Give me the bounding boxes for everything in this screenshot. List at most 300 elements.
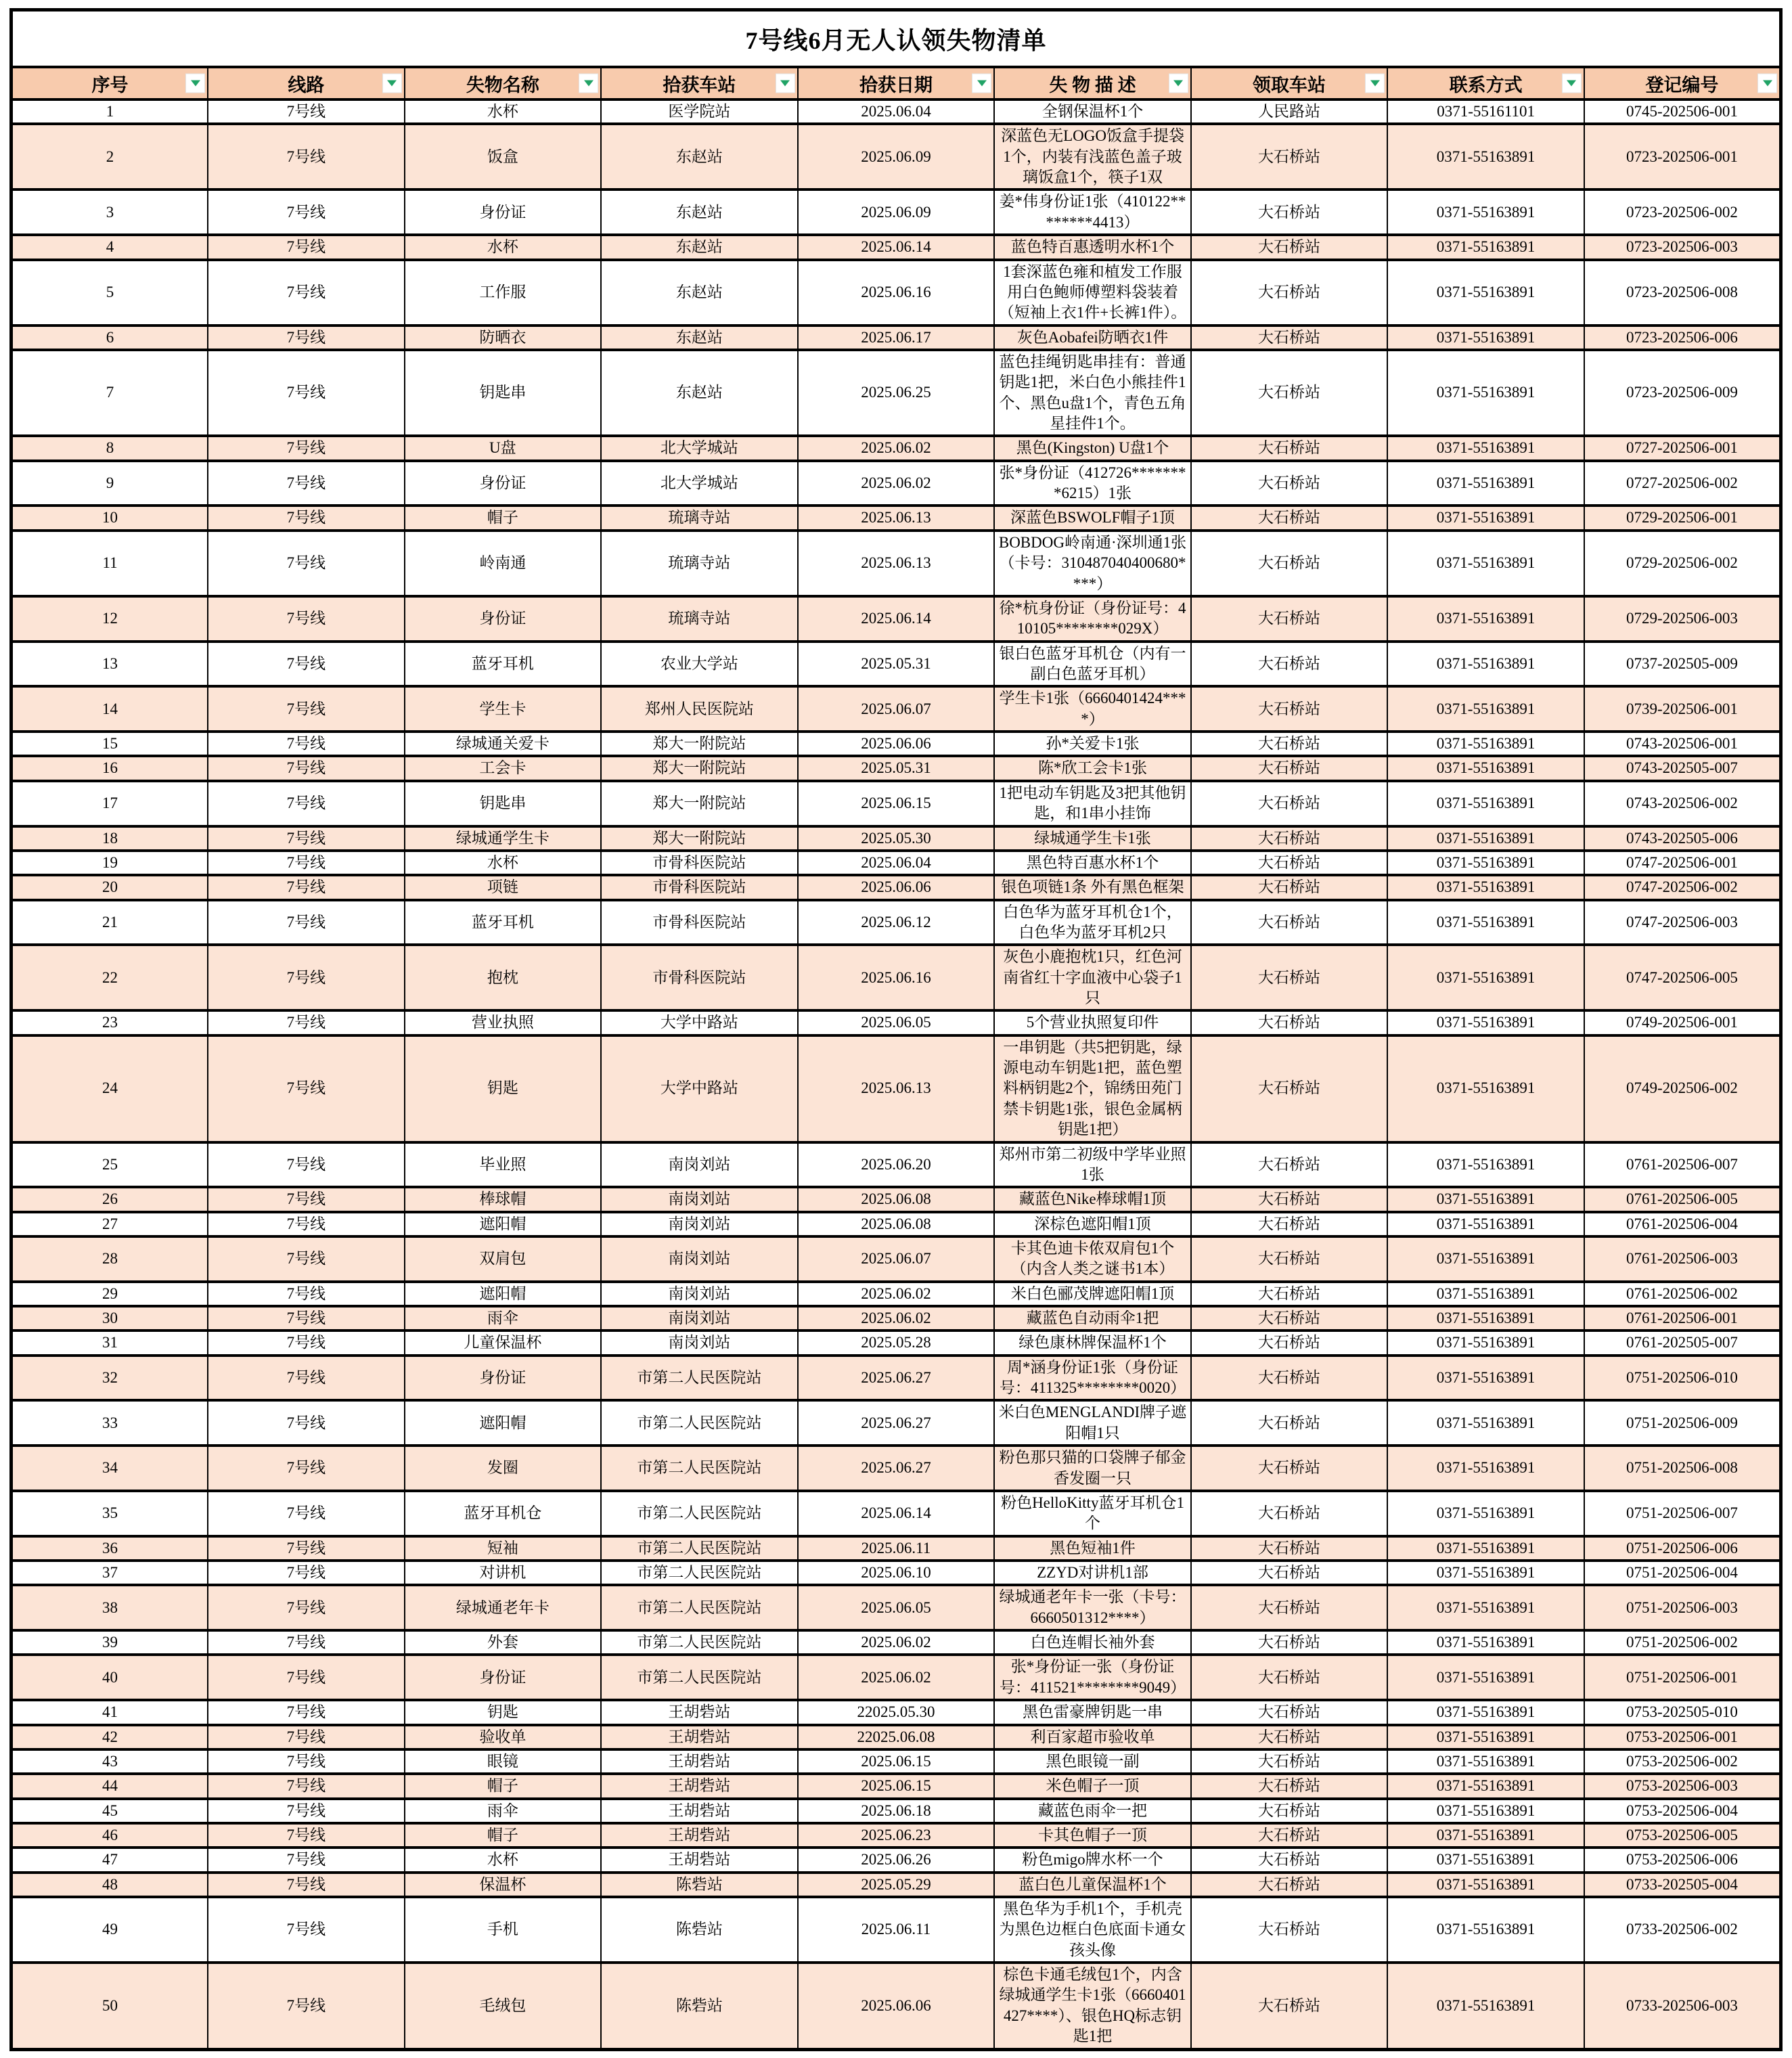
cell-line[interactable]: 7号线 <box>208 781 405 826</box>
cell-line[interactable]: 7号线 <box>208 875 405 899</box>
cell-contact[interactable]: 0371-55163891 <box>1387 461 1584 506</box>
cell-description[interactable]: 棕色卡通毛绒包1个，内含绿城通学生卡1张（6660401427****）、银色HQ标志钥匙1把 <box>994 1963 1191 2049</box>
cell-contact[interactable]: 0371-55163891 <box>1387 1848 1584 1872</box>
cell-item[interactable]: 钥匙串 <box>405 350 602 436</box>
filter-dropdown-button[interactable] <box>579 74 598 93</box>
cell-contact[interactable]: 0371-55163891 <box>1387 1282 1584 1306</box>
cell-found_date[interactable]: 2025.06.08 <box>798 1187 995 1211</box>
cell-description[interactable]: 学生卡1张（6660401424****） <box>994 686 1191 732</box>
cell-reg_no[interactable]: 0733-202506-002 <box>1584 1897 1781 1963</box>
cell-claim_station[interactable]: 大石桥站 <box>1191 189 1388 235</box>
cell-found_date[interactable]: 2025.06.13 <box>798 531 995 596</box>
cell-item[interactable]: 水杯 <box>405 1848 602 1872</box>
cell-description[interactable]: 米白色MENGLANDI牌子遮阳帽1只 <box>994 1400 1191 1446</box>
filter-dropdown-button[interactable] <box>972 74 991 93</box>
cell-found_date[interactable]: 2025.06.07 <box>798 1236 995 1282</box>
cell-found_date[interactable]: 2025.06.09 <box>798 124 995 189</box>
cell-contact[interactable]: 0371-55161101 <box>1387 99 1584 124</box>
cell-reg_no[interactable]: 0733-202505-004 <box>1584 1873 1781 1897</box>
cell-reg_no[interactable]: 0749-202506-002 <box>1584 1035 1781 1142</box>
cell-line[interactable]: 7号线 <box>208 235 405 259</box>
cell-description[interactable]: 1套深蓝色雍和植发工作服用白色鲍师傅塑料袋装着（短袖上衣1件+长裤1件）。 <box>994 260 1191 326</box>
cell-contact[interactable]: 0371-55163891 <box>1387 1700 1584 1724</box>
cell-item[interactable]: 雨伞 <box>405 1799 602 1823</box>
cell-line[interactable]: 7号线 <box>208 1356 405 1401</box>
cell-line[interactable]: 7号线 <box>208 124 405 189</box>
filter-dropdown-button[interactable] <box>185 74 205 93</box>
cell-claim_station[interactable]: 大石桥站 <box>1191 1897 1388 1963</box>
cell-description[interactable]: 卡其色迪卡侬双肩包1个（内含人类之谜书1本） <box>994 1236 1191 1282</box>
cell-description[interactable]: 黑色雷豪牌钥匙一串 <box>994 1700 1191 1724</box>
cell-claim_station[interactable]: 大石桥站 <box>1191 1630 1388 1655</box>
cell-found_date[interactable]: 2025.06.15 <box>798 1749 995 1774</box>
cell-found_date[interactable]: 2025.06.25 <box>798 350 995 436</box>
cell-contact[interactable]: 0371-55163891 <box>1387 1010 1584 1035</box>
cell-claim_station[interactable]: 大石桥站 <box>1191 1725 1388 1749</box>
cell-found_station[interactable]: 南岗刘站 <box>601 1306 798 1330</box>
cell-found_date[interactable]: 22025.06.08 <box>798 1725 995 1749</box>
cell-reg_no[interactable]: 0753-202506-003 <box>1584 1774 1781 1798</box>
cell-found_station[interactable]: 农业大学站 <box>601 642 798 687</box>
cell-contact[interactable]: 0371-55163891 <box>1387 1446 1584 1491</box>
cell-item[interactable]: 水杯 <box>405 99 602 124</box>
cell-found_date[interactable]: 2025.06.02 <box>798 1306 995 1330</box>
cell-contact[interactable]: 0371-55163891 <box>1387 1655 1584 1700</box>
cell-reg_no[interactable]: 0751-202506-003 <box>1584 1585 1781 1630</box>
cell-contact[interactable]: 0371-55163891 <box>1387 1236 1584 1282</box>
cell-claim_station[interactable]: 大石桥站 <box>1191 1212 1388 1236</box>
cell-claim_station[interactable]: 大石桥站 <box>1191 851 1388 875</box>
cell-found_date[interactable]: 2025.06.27 <box>798 1400 995 1446</box>
cell-found_station[interactable]: 市骨科医院站 <box>601 945 798 1010</box>
cell-found_station[interactable]: 东赵站 <box>601 326 798 350</box>
cell-contact[interactable]: 0371-55163891 <box>1387 436 1584 460</box>
cell-line[interactable]: 7号线 <box>208 1897 405 1963</box>
cell-item[interactable]: 学生卡 <box>405 686 602 732</box>
cell-item[interactable]: 手机 <box>405 1897 602 1963</box>
cell-description[interactable]: 粉色migo牌水杯一个 <box>994 1848 1191 1872</box>
cell-description[interactable]: 深棕色遮阳帽1顶 <box>994 1212 1191 1236</box>
cell-found_date[interactable]: 2025.06.13 <box>798 1035 995 1142</box>
cell-item[interactable]: 短袖 <box>405 1536 602 1561</box>
cell-claim_station[interactable]: 大石桥站 <box>1191 124 1388 189</box>
cell-no[interactable]: 30 <box>12 1306 208 1330</box>
cell-claim_station[interactable]: 大石桥站 <box>1191 436 1388 460</box>
cell-claim_station[interactable]: 大石桥站 <box>1191 1585 1388 1630</box>
cell-contact[interactable]: 0371-55163891 <box>1387 1873 1584 1897</box>
cell-item[interactable]: 身份证 <box>405 1356 602 1401</box>
cell-claim_station[interactable]: 大石桥站 <box>1191 506 1388 530</box>
cell-reg_no[interactable]: 0723-202506-002 <box>1584 189 1781 235</box>
cell-item[interactable]: 绿城通关爱卡 <box>405 732 602 756</box>
cell-reg_no[interactable]: 0723-202506-006 <box>1584 326 1781 350</box>
cell-found_date[interactable]: 2025.06.02 <box>798 1655 995 1700</box>
cell-reg_no[interactable]: 0729-202506-003 <box>1584 596 1781 642</box>
cell-line[interactable]: 7号线 <box>208 189 405 235</box>
cell-description[interactable]: 米色帽子一顶 <box>994 1774 1191 1798</box>
cell-line[interactable]: 7号线 <box>208 436 405 460</box>
cell-no[interactable]: 44 <box>12 1774 208 1798</box>
cell-found_station[interactable]: 市第二人民医院站 <box>601 1356 798 1401</box>
cell-no[interactable]: 32 <box>12 1356 208 1401</box>
cell-contact[interactable]: 0371-55163891 <box>1387 642 1584 687</box>
cell-item[interactable]: 防晒衣 <box>405 326 602 350</box>
cell-contact[interactable]: 0371-55163891 <box>1387 1491 1584 1536</box>
cell-contact[interactable]: 0371-55163891 <box>1387 1212 1584 1236</box>
cell-claim_station[interactable]: 大石桥站 <box>1191 1799 1388 1823</box>
cell-found_station[interactable]: 南岗刘站 <box>601 1330 798 1355</box>
cell-claim_station[interactable]: 大石桥站 <box>1191 642 1388 687</box>
cell-reg_no[interactable]: 0727-202506-002 <box>1584 461 1781 506</box>
cell-no[interactable]: 24 <box>12 1035 208 1142</box>
cell-description[interactable]: 1把电动车钥匙及3把其他钥匙，和1串小挂饰 <box>994 781 1191 826</box>
filter-dropdown-button[interactable] <box>1757 74 1777 93</box>
cell-contact[interactable]: 0371-55163891 <box>1387 506 1584 530</box>
cell-found_station[interactable]: 郑大一附院站 <box>601 781 798 826</box>
cell-reg_no[interactable]: 0723-202506-003 <box>1584 235 1781 259</box>
cell-line[interactable]: 7号线 <box>208 531 405 596</box>
cell-item[interactable]: 身份证 <box>405 189 602 235</box>
cell-no[interactable]: 19 <box>12 851 208 875</box>
cell-claim_station[interactable]: 大石桥站 <box>1191 1823 1388 1848</box>
cell-item[interactable]: 钥匙 <box>405 1035 602 1142</box>
cell-line[interactable]: 7号线 <box>208 1236 405 1282</box>
cell-item[interactable]: 双肩包 <box>405 1236 602 1282</box>
cell-description[interactable]: 郑州市第二初级中学毕业照1张 <box>994 1142 1191 1188</box>
cell-found_date[interactable]: 2025.05.29 <box>798 1873 995 1897</box>
cell-claim_station[interactable]: 大石桥站 <box>1191 1400 1388 1446</box>
cell-found_date[interactable]: 2025.06.02 <box>798 461 995 506</box>
cell-item[interactable]: 帽子 <box>405 1823 602 1848</box>
cell-description[interactable]: 蓝白色儿童保温杯1个 <box>994 1873 1191 1897</box>
cell-reg_no[interactable]: 0747-202506-001 <box>1584 851 1781 875</box>
cell-claim_station[interactable]: 大石桥站 <box>1191 531 1388 596</box>
cell-item[interactable]: 绿城通老年卡 <box>405 1585 602 1630</box>
cell-line[interactable]: 7号线 <box>208 1774 405 1798</box>
cell-reg_no[interactable]: 0743-202506-002 <box>1584 781 1781 826</box>
cell-item[interactable]: 岭南通 <box>405 531 602 596</box>
cell-found_station[interactable]: 南岗刘站 <box>601 1282 798 1306</box>
cell-description[interactable]: 张*身份证（412726********6215）1张 <box>994 461 1191 506</box>
cell-description[interactable]: 灰色小鹿抱枕1只，红色河南省红十字血液中心袋子1只 <box>994 945 1191 1010</box>
cell-description[interactable]: 孙*关爱卡1张 <box>994 732 1191 756</box>
cell-line[interactable]: 7号线 <box>208 826 405 851</box>
cell-contact[interactable]: 0371-55163891 <box>1387 1142 1584 1188</box>
cell-line[interactable]: 7号线 <box>208 732 405 756</box>
cell-found_date[interactable]: 2025.06.11 <box>798 1536 995 1561</box>
cell-item[interactable]: 钥匙 <box>405 1700 602 1724</box>
cell-claim_station[interactable]: 大石桥站 <box>1191 1010 1388 1035</box>
cell-item[interactable]: 雨伞 <box>405 1306 602 1330</box>
cell-found_station[interactable]: 琉璃寺站 <box>601 596 798 642</box>
cell-reg_no[interactable]: 0753-202506-006 <box>1584 1848 1781 1872</box>
cell-item[interactable]: 身份证 <box>405 1655 602 1700</box>
cell-claim_station[interactable]: 大石桥站 <box>1191 1236 1388 1282</box>
cell-found_station[interactable]: 王胡砦站 <box>601 1700 798 1724</box>
cell-claim_station[interactable]: 大石桥站 <box>1191 596 1388 642</box>
cell-description[interactable]: 白色连帽长袖外套 <box>994 1630 1191 1655</box>
cell-found_station[interactable]: 王胡砦站 <box>601 1774 798 1798</box>
cell-line[interactable]: 7号线 <box>208 1848 405 1872</box>
cell-found_date[interactable]: 2025.06.02 <box>798 1630 995 1655</box>
cell-contact[interactable]: 0371-55163891 <box>1387 1799 1584 1823</box>
cell-found_date[interactable]: 2025.06.14 <box>798 1491 995 1536</box>
cell-line[interactable]: 7号线 <box>208 1282 405 1306</box>
cell-no[interactable]: 45 <box>12 1799 208 1823</box>
filter-dropdown-button[interactable] <box>1562 74 1582 93</box>
cell-contact[interactable]: 0371-55163891 <box>1387 851 1584 875</box>
cell-claim_station[interactable]: 大石桥站 <box>1191 1142 1388 1188</box>
cell-description[interactable]: 深蓝色无LOGO饭盒手提袋1个，内装有浅蓝色盖子玻璃饭盒1个，筷子1双 <box>994 124 1191 189</box>
cell-reg_no[interactable]: 0761-202506-003 <box>1584 1236 1781 1282</box>
cell-contact[interactable]: 0371-55163891 <box>1387 900 1584 945</box>
cell-line[interactable]: 7号线 <box>208 1306 405 1330</box>
cell-found_date[interactable]: 2025.06.02 <box>798 436 995 460</box>
cell-description[interactable]: 米白色郦茂牌遮阳帽1顶 <box>994 1282 1191 1306</box>
cell-line[interactable]: 7号线 <box>208 1035 405 1142</box>
cell-found_station[interactable]: 南岗刘站 <box>601 1187 798 1211</box>
cell-description[interactable]: 灰色Aobafei防晒衣1件 <box>994 326 1191 350</box>
cell-line[interactable]: 7号线 <box>208 1446 405 1491</box>
cell-line[interactable]: 7号线 <box>208 1400 405 1446</box>
cell-no[interactable]: 2 <box>12 124 208 189</box>
cell-no[interactable]: 27 <box>12 1212 208 1236</box>
cell-contact[interactable]: 0371-55163891 <box>1387 1897 1584 1963</box>
cell-found_station[interactable]: 郑大一附院站 <box>601 732 798 756</box>
cell-no[interactable]: 5 <box>12 260 208 326</box>
cell-claim_station[interactable]: 大石桥站 <box>1191 326 1388 350</box>
cell-found_station[interactable]: 南岗刘站 <box>601 1142 798 1188</box>
cell-no[interactable]: 10 <box>12 506 208 530</box>
filter-dropdown-button[interactable] <box>382 74 402 93</box>
cell-reg_no[interactable]: 0753-202506-002 <box>1584 1749 1781 1774</box>
cell-found_date[interactable]: 2025.05.31 <box>798 642 995 687</box>
cell-item[interactable]: 蓝牙耳机 <box>405 900 602 945</box>
cell-claim_station[interactable]: 大石桥站 <box>1191 1306 1388 1330</box>
cell-contact[interactable]: 0371-55163891 <box>1387 1035 1584 1142</box>
cell-contact[interactable]: 0371-55163891 <box>1387 350 1584 436</box>
cell-claim_station[interactable]: 大石桥站 <box>1191 1561 1388 1585</box>
cell-no[interactable]: 29 <box>12 1282 208 1306</box>
cell-item[interactable]: 饭盒 <box>405 124 602 189</box>
cell-reg_no[interactable]: 0737-202505-009 <box>1584 642 1781 687</box>
cell-contact[interactable]: 0371-55163891 <box>1387 686 1584 732</box>
cell-found_date[interactable]: 2025.06.14 <box>798 596 995 642</box>
cell-reg_no[interactable]: 0751-202506-004 <box>1584 1561 1781 1585</box>
cell-found_station[interactable]: 大学中路站 <box>601 1010 798 1035</box>
cell-item[interactable]: 儿童保温杯 <box>405 1330 602 1355</box>
cell-item[interactable]: 毕业照 <box>405 1142 602 1188</box>
cell-reg_no[interactable]: 0751-202506-002 <box>1584 1630 1781 1655</box>
cell-found_station[interactable]: 东赵站 <box>601 124 798 189</box>
cell-item[interactable]: 绿城通学生卡 <box>405 826 602 851</box>
cell-found_station[interactable]: 东赵站 <box>601 189 798 235</box>
cell-found_station[interactable]: 市第二人民医院站 <box>601 1655 798 1700</box>
cell-claim_station[interactable]: 大石桥站 <box>1191 756 1388 780</box>
cell-line[interactable]: 7号线 <box>208 1585 405 1630</box>
cell-reg_no[interactable]: 0753-202506-004 <box>1584 1799 1781 1823</box>
cell-claim_station[interactable]: 人民路站 <box>1191 99 1388 124</box>
cell-found_station[interactable]: 市第二人民医院站 <box>601 1561 798 1585</box>
cell-no[interactable]: 34 <box>12 1446 208 1491</box>
cell-item[interactable]: 身份证 <box>405 596 602 642</box>
cell-found_station[interactable]: 大学中路站 <box>601 1035 798 1142</box>
cell-line[interactable]: 7号线 <box>208 945 405 1010</box>
cell-claim_station[interactable]: 大石桥站 <box>1191 1035 1388 1142</box>
cell-item[interactable]: 帽子 <box>405 506 602 530</box>
cell-found_station[interactable]: 陈砦站 <box>601 1963 798 2049</box>
cell-found_date[interactable]: 2025.06.13 <box>798 506 995 530</box>
cell-found_station[interactable]: 东赵站 <box>601 260 798 326</box>
cell-no[interactable]: 17 <box>12 781 208 826</box>
cell-description[interactable]: 利百家超市验收单 <box>994 1725 1191 1749</box>
cell-description[interactable]: 绿城通老年卡一张（卡号：6660501312****） <box>994 1585 1191 1630</box>
cell-item[interactable]: 棒球帽 <box>405 1187 602 1211</box>
cell-no[interactable]: 46 <box>12 1823 208 1848</box>
cell-claim_station[interactable]: 大石桥站 <box>1191 1774 1388 1798</box>
cell-item[interactable]: 帽子 <box>405 1774 602 1798</box>
cell-line[interactable]: 7号线 <box>208 326 405 350</box>
cell-description[interactable]: BOBDOG岭南通·深圳通1张（卡号：310487040400680****） <box>994 531 1191 596</box>
cell-description[interactable]: 姜*伟身份证1张（410122********4413） <box>994 189 1191 235</box>
cell-item[interactable]: 钥匙串 <box>405 781 602 826</box>
cell-description[interactable]: 黑色(Kingston) U盘1个 <box>994 436 1191 460</box>
cell-found_date[interactable]: 2025.06.27 <box>798 1446 995 1491</box>
cell-found_station[interactable]: 市第二人民医院站 <box>601 1400 798 1446</box>
cell-reg_no[interactable]: 0751-202506-008 <box>1584 1446 1781 1491</box>
cell-item[interactable]: 蓝牙耳机 <box>405 642 602 687</box>
cell-item[interactable]: 抱枕 <box>405 945 602 1010</box>
cell-no[interactable]: 35 <box>12 1491 208 1536</box>
cell-contact[interactable]: 0371-55163891 <box>1387 781 1584 826</box>
cell-found_station[interactable]: 琉璃寺站 <box>601 506 798 530</box>
cell-claim_station[interactable]: 大石桥站 <box>1191 1655 1388 1700</box>
cell-no[interactable]: 25 <box>12 1142 208 1188</box>
cell-found_date[interactable]: 2025.06.09 <box>798 189 995 235</box>
cell-line[interactable]: 7号线 <box>208 260 405 326</box>
cell-no[interactable]: 39 <box>12 1630 208 1655</box>
cell-line[interactable]: 7号线 <box>208 99 405 124</box>
cell-no[interactable]: 1 <box>12 99 208 124</box>
cell-line[interactable]: 7号线 <box>208 461 405 506</box>
cell-no[interactable]: 22 <box>12 945 208 1010</box>
cell-description[interactable]: 徐*杭身份证（身份证号：410105********029X） <box>994 596 1191 642</box>
cell-no[interactable]: 41 <box>12 1700 208 1724</box>
cell-claim_station[interactable]: 大石桥站 <box>1191 235 1388 259</box>
cell-found_date[interactable]: 2025.06.10 <box>798 1561 995 1585</box>
cell-found_date[interactable]: 2025.05.28 <box>798 1330 995 1355</box>
cell-found_station[interactable]: 陈砦站 <box>601 1873 798 1897</box>
cell-line[interactable]: 7号线 <box>208 1963 405 2049</box>
cell-no[interactable]: 28 <box>12 1236 208 1282</box>
cell-line[interactable]: 7号线 <box>208 642 405 687</box>
cell-reg_no[interactable]: 0733-202506-003 <box>1584 1963 1781 2049</box>
cell-line[interactable]: 7号线 <box>208 596 405 642</box>
cell-found_station[interactable]: 王胡砦站 <box>601 1823 798 1848</box>
cell-description[interactable]: 黑色特百惠水杯1个 <box>994 851 1191 875</box>
cell-no[interactable]: 43 <box>12 1749 208 1774</box>
cell-claim_station[interactable]: 大石桥站 <box>1191 1187 1388 1211</box>
cell-reg_no[interactable]: 0761-202506-007 <box>1584 1142 1781 1188</box>
cell-reg_no[interactable]: 0743-202505-006 <box>1584 826 1781 851</box>
cell-claim_station[interactable]: 大石桥站 <box>1191 1282 1388 1306</box>
cell-no[interactable]: 4 <box>12 235 208 259</box>
cell-description[interactable]: 绿色康林牌保温杯1个 <box>994 1330 1191 1355</box>
cell-found_date[interactable]: 2025.06.05 <box>798 1585 995 1630</box>
cell-no[interactable]: 6 <box>12 326 208 350</box>
cell-found_date[interactable]: 2025.06.17 <box>798 326 995 350</box>
cell-found_station[interactable]: 市第二人民医院站 <box>601 1536 798 1561</box>
cell-description[interactable]: 黑色眼镜一副 <box>994 1749 1191 1774</box>
cell-contact[interactable]: 0371-55163891 <box>1387 1187 1584 1211</box>
cell-line[interactable]: 7号线 <box>208 1212 405 1236</box>
cell-line[interactable]: 7号线 <box>208 686 405 732</box>
cell-found_station[interactable]: 郑大一附院站 <box>601 756 798 780</box>
cell-contact[interactable]: 0371-55163891 <box>1387 1823 1584 1848</box>
cell-description[interactable]: 银白色蓝牙耳机仓（内有一副白色蓝牙耳机） <box>994 642 1191 687</box>
cell-item[interactable]: 对讲机 <box>405 1561 602 1585</box>
cell-item[interactable]: 遮阳帽 <box>405 1400 602 1446</box>
cell-item[interactable]: 项链 <box>405 875 602 899</box>
cell-no[interactable]: 48 <box>12 1873 208 1897</box>
cell-line[interactable]: 7号线 <box>208 1823 405 1848</box>
cell-reg_no[interactable]: 0751-202506-010 <box>1584 1356 1781 1401</box>
cell-found_station[interactable]: 琉璃寺站 <box>601 531 798 596</box>
cell-found_station[interactable]: 陈砦站 <box>601 1897 798 1963</box>
cell-no[interactable]: 12 <box>12 596 208 642</box>
cell-found_date[interactable]: 2025.06.26 <box>798 1848 995 1872</box>
cell-description[interactable]: 黑色华为手机1个，手机壳为黑色边框白色底面卡通女孩头像 <box>994 1897 1191 1963</box>
cell-found_station[interactable]: 市骨科医院站 <box>601 900 798 945</box>
cell-found_date[interactable]: 2025.06.06 <box>798 1963 995 2049</box>
cell-claim_station[interactable]: 大石桥站 <box>1191 260 1388 326</box>
cell-no[interactable]: 3 <box>12 189 208 235</box>
cell-reg_no[interactable]: 0751-202506-001 <box>1584 1655 1781 1700</box>
cell-contact[interactable]: 0371-55163891 <box>1387 1400 1584 1446</box>
cell-line[interactable]: 7号线 <box>208 1561 405 1585</box>
cell-item[interactable]: 水杯 <box>405 851 602 875</box>
filter-dropdown-button[interactable] <box>776 74 795 93</box>
cell-description[interactable]: 藏蓝色雨伞一把 <box>994 1799 1191 1823</box>
cell-contact[interactable]: 0371-55163891 <box>1387 945 1584 1010</box>
cell-contact[interactable]: 0371-55163891 <box>1387 1561 1584 1585</box>
cell-item[interactable]: 遮阳帽 <box>405 1282 602 1306</box>
cell-contact[interactable]: 0371-55163891 <box>1387 1630 1584 1655</box>
cell-line[interactable]: 7号线 <box>208 756 405 780</box>
cell-item[interactable]: 工作服 <box>405 260 602 326</box>
cell-no[interactable]: 23 <box>12 1010 208 1035</box>
filter-dropdown-button[interactable] <box>1169 74 1188 93</box>
cell-no[interactable]: 37 <box>12 1561 208 1585</box>
cell-description[interactable]: 藏蓝色自动雨伞1把 <box>994 1306 1191 1330</box>
cell-contact[interactable]: 0371-55163891 <box>1387 326 1584 350</box>
cell-description[interactable]: 深蓝色BSWOLF帽子1顶 <box>994 506 1191 530</box>
cell-contact[interactable]: 0371-55163891 <box>1387 596 1584 642</box>
cell-description[interactable]: 银色项链1条 外有黑色框架 <box>994 875 1191 899</box>
cell-claim_station[interactable]: 大石桥站 <box>1191 686 1388 732</box>
cell-no[interactable]: 33 <box>12 1400 208 1446</box>
cell-reg_no[interactable]: 0723-202506-009 <box>1584 350 1781 436</box>
cell-no[interactable]: 31 <box>12 1330 208 1355</box>
cell-line[interactable]: 7号线 <box>208 350 405 436</box>
cell-description[interactable]: 周*涵身份证1张（身份证号：411325********0020） <box>994 1356 1191 1401</box>
cell-reg_no[interactable]: 0723-202506-001 <box>1584 124 1781 189</box>
cell-item[interactable]: 外套 <box>405 1630 602 1655</box>
cell-item[interactable]: 发圈 <box>405 1446 602 1491</box>
cell-contact[interactable]: 0371-55163891 <box>1387 1774 1584 1798</box>
cell-found_station[interactable]: 市骨科医院站 <box>601 851 798 875</box>
cell-found_station[interactable]: 王胡砦站 <box>601 1799 798 1823</box>
